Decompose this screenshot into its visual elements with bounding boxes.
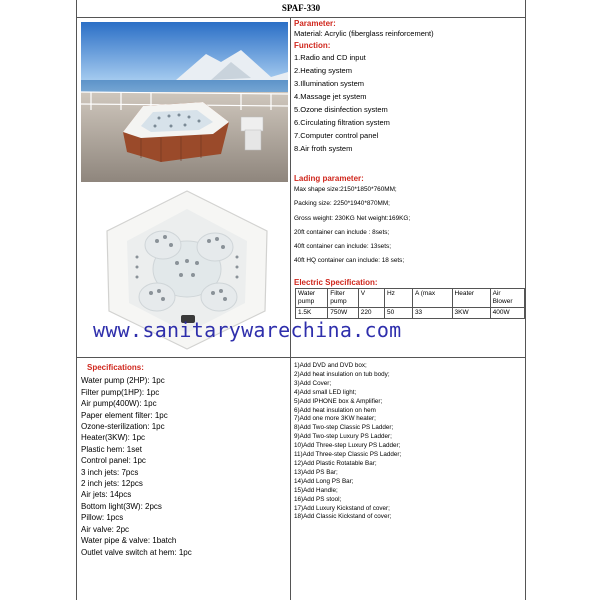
option-item: 1)Add DVD and DVD box; <box>294 362 367 369</box>
lading-item: Packing size: 2250*1940*870MM; <box>294 200 390 208</box>
function-item: 7.Computer control panel <box>294 131 379 140</box>
option-item: 8)Add Two-step Classic PS Ladder; <box>294 424 394 432</box>
spec-item: Control panel: 1pc <box>81 456 146 466</box>
function-heading: Function: <box>294 41 331 50</box>
table-header-cell: Heater <box>452 289 490 308</box>
option-item: 4)Add small LED light; <box>294 388 357 396</box>
spec-item: Air jets: 14pcs <box>81 490 132 500</box>
table-header-cell: A (max <box>412 289 452 308</box>
table-cell: 33 <box>412 308 452 319</box>
watermark-text: www.sanitarywarechina.com <box>93 318 402 342</box>
option-item: 13)Add PS Bar; <box>294 468 338 476</box>
spec-item: Paper element filter: 1pc <box>81 410 168 420</box>
table-cell: 220 <box>358 308 384 319</box>
table-cell: 1.5K <box>296 308 328 319</box>
lading-heading: Lading parameter: <box>294 174 364 183</box>
option-item: 11)Add Three-step Classic PS Ladder; <box>294 451 402 459</box>
parameter-section <box>294 19 524 155</box>
option-item: 6)Add heat insulation on hem <box>294 406 376 414</box>
table-cell: 750W <box>328 308 358 319</box>
option-item: 2)Add heat insulation on tub body; <box>294 370 390 378</box>
spec-item: Heater(3KW): 1pc <box>81 433 146 443</box>
specifications-section <box>81 362 286 558</box>
function-item: 4.Massage jet system <box>294 92 367 101</box>
material-text: Material: Acrylic (fiberglass reinforcement) <box>294 29 434 38</box>
table-header-cell: Filter pump <box>328 289 358 308</box>
table-cell: 3KW <box>452 308 490 319</box>
option-item: 18)Add Classic Kickstand of cover; <box>294 513 392 521</box>
option-item: 15)Add Handle; <box>294 486 338 494</box>
lading-section <box>294 173 524 266</box>
specifications-heading: Specifications: <box>87 363 144 372</box>
parameter-heading: Parameter: <box>294 19 336 28</box>
spec-item: Filter pump(1HP): 1pc <box>81 387 160 397</box>
function-item: 8.Air froth system <box>294 144 353 153</box>
table-header-cell: Hz <box>384 289 412 308</box>
electric-table <box>295 288 525 319</box>
electric-heading-wrap <box>294 278 524 288</box>
column-divider <box>290 17 291 600</box>
table-row <box>296 308 525 319</box>
option-item: 14)Add Long PS Bar; <box>294 477 354 485</box>
lading-item: 20ft container can include : 8sets; <box>294 228 390 236</box>
function-item: 6.Circulating filtration system <box>294 118 390 127</box>
table-cell: 50 <box>384 308 412 319</box>
option-item: 5)Add IPHONE box & Amplifier; <box>294 397 383 405</box>
spec-item: Bottom light(3W): 2pcs <box>81 501 162 511</box>
table-header-cell: Air Blower <box>490 289 524 308</box>
lading-item: Max shape size:2150*1850*760MM; <box>294 186 397 194</box>
spec-item: 2 inch jets: 12pcs <box>81 479 143 489</box>
spec-item: Outlet valve switch at hem: 1pc <box>81 547 192 557</box>
lading-item: 40ft container can include: 13sets; <box>294 243 391 251</box>
option-item: 7)Add one more 3KW heater; <box>294 415 376 423</box>
lading-item: Gross weight: 230KG Net weight:169KG; <box>294 214 411 222</box>
option-item: 17)Add Luxury Kickstand of cover; <box>294 504 390 512</box>
lading-item: 40ft HQ container can include: 18 sets; <box>294 257 405 265</box>
spec-item: Air pump(400W): 1pc <box>81 399 157 409</box>
spa-terrace-photo <box>81 22 288 182</box>
table-cell: 400W <box>490 308 524 319</box>
function-item: 3.Illumination system <box>294 79 365 88</box>
option-item: 12)Add Plastic Rotatable Bar; <box>294 459 377 467</box>
spec-item: Water pump (2HP): 1pc <box>81 376 165 386</box>
option-item: 10)Add Three-step Luxury PS Ladder; <box>294 442 401 450</box>
spec-item: Air valve: 2pc <box>81 524 130 534</box>
product-title: SPAF-330 <box>77 0 525 18</box>
option-item: 3)Add Cover; <box>294 379 332 387</box>
options-list <box>294 362 524 522</box>
option-item: 9)Add Two-step Luxury PS Ladder; <box>294 433 392 441</box>
spec-sheet <box>76 0 526 600</box>
spec-item: 3 inch jets: 7pcs <box>81 467 139 477</box>
function-item: 2.Heating system <box>294 66 352 75</box>
function-item: 1.Radio and CD input <box>294 53 366 62</box>
electric-heading: Electric Specification: <box>294 278 378 287</box>
row-divider <box>77 357 525 358</box>
spec-item: Plastic hem: 1set <box>81 444 142 454</box>
spec-item: Pillow: 1pcs <box>81 513 124 523</box>
function-item: 5.Ozone disinfection system <box>294 105 388 114</box>
spec-item: Ozone-sterilization: 1pc <box>81 422 165 432</box>
table-header-cell: V <box>358 289 384 308</box>
table-header-cell: Water pump <box>296 289 328 308</box>
table-row <box>296 289 525 308</box>
spec-item: Water pipe & valve: 1batch <box>81 536 177 546</box>
option-item: 16)Add PS stool; <box>294 495 342 503</box>
